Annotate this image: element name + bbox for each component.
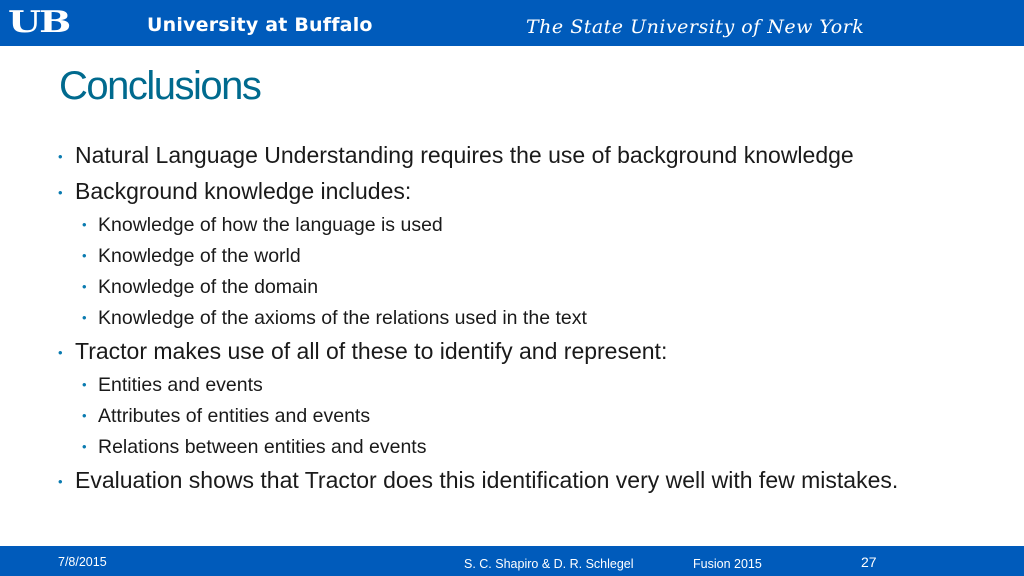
footer-date: 7/8/2015 (58, 555, 107, 569)
bullet-item (58, 140, 958, 171)
bullet-text: Knowledge of the world (98, 245, 301, 267)
bullet-text: Attributes of entities and events (98, 405, 371, 427)
footer-authors: S. C. Shapiro & D. R. Schlegel (464, 557, 634, 571)
institution-name: University at Buffalo (147, 14, 373, 36)
bullet-icon: • (58, 474, 63, 489)
slide-title: Conclusions (59, 64, 261, 108)
bullet-text: Knowledge of the axioms of the relations used in the text (98, 307, 587, 329)
ub-logo-icon: UB (8, 4, 70, 40)
bullet-icon: • (82, 377, 87, 392)
bullet-text: Natural Language Understanding requires the use of background knowledge (75, 142, 854, 168)
bullet-icon: • (58, 185, 63, 200)
bullet-text: Entities and events (98, 374, 263, 396)
bullet-icon: • (58, 149, 63, 164)
bullet-text: Knowledge of how the language is used (98, 214, 443, 236)
bullet-icon: • (82, 408, 87, 423)
page-number: 27 (861, 554, 877, 570)
sub-bullet-item (58, 212, 958, 238)
bullet-icon: • (82, 279, 87, 294)
bullet-item (58, 336, 958, 367)
footer-event: Fusion 2015 (693, 557, 762, 571)
bullet-icon: • (82, 217, 87, 232)
bullet-icon: • (82, 439, 87, 454)
sub-bullet-item (58, 243, 958, 269)
sub-bullet-item (58, 403, 958, 429)
footer-bar (0, 546, 1024, 576)
bullet-icon: • (82, 310, 87, 325)
bullet-text: Background knowledge includes: (75, 178, 412, 204)
header-banner (0, 0, 1024, 46)
sub-bullet-item (58, 305, 958, 331)
sub-bullet-item (58, 274, 958, 300)
bullet-icon: • (58, 345, 63, 360)
sub-bullet-item (58, 372, 958, 398)
bullet-text: Knowledge of the domain (98, 276, 319, 298)
bullet-list (58, 140, 958, 501)
bullet-text: Evaluation shows that Tractor does this identification very well with few mistakes. (75, 467, 899, 493)
bullet-text: Tractor makes use of all of these to identify and represent: (75, 338, 668, 364)
institution-tagline: The State University of New York (526, 16, 865, 38)
sub-bullet-item (58, 434, 958, 460)
bullet-item (58, 465, 958, 496)
bullet-item (58, 176, 958, 207)
bullet-text: Relations between entities and events (98, 436, 427, 458)
bullet-icon: • (82, 248, 87, 263)
